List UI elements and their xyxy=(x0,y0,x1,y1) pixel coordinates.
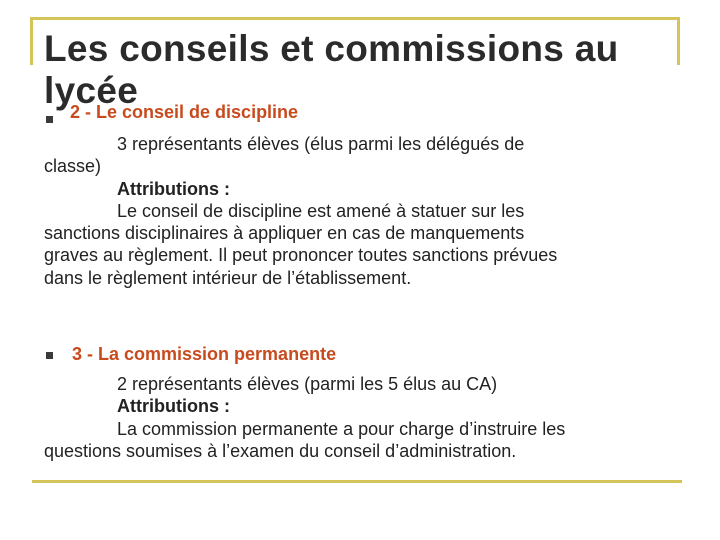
section2-desc-line3: graves au règlement. Il peut prononcer toutes sanctions prévues xyxy=(44,245,558,266)
section3-representatives: 2 représentants élèves (parmi les 5 élus au CA) xyxy=(117,374,498,394)
frame-top-border xyxy=(30,17,680,20)
section2-desc-line1: Le conseil de discipline est amené à statuer sur les xyxy=(117,200,525,221)
section2-attributions-label: Attributions : xyxy=(117,178,230,199)
section3-desc-line1: La commission permanente a pour charge d’instruire les xyxy=(117,418,566,439)
frame-bottom-border xyxy=(32,480,682,483)
slide-title: Les conseils et commissions au lycée xyxy=(44,28,619,111)
section3-desc-line2: questions soumises à l’examen du conseil d’administration. xyxy=(44,440,517,461)
section2-desc-line4: dans le règlement intérieur de l’établissement. xyxy=(44,267,412,288)
bullet-square-icon xyxy=(46,352,53,359)
section2-body xyxy=(44,133,684,289)
section3-attributions-label: Attributions : xyxy=(117,396,230,417)
bullet-square-icon xyxy=(46,116,53,123)
section3-body xyxy=(44,373,684,462)
section2-desc-line2: sanctions disciplinaires à appliquer en cas de manquements xyxy=(44,223,525,244)
section3-heading: 3 - La commission permanente xyxy=(72,344,337,364)
section2-representatives-line1: 3 représentants élèves (élus parmi les délégués de xyxy=(117,134,525,154)
frame-left-border xyxy=(30,17,33,65)
section2-representatives-line2: classe) xyxy=(44,156,102,177)
section2-heading: 2 - Le conseil de discipline xyxy=(70,102,299,122)
